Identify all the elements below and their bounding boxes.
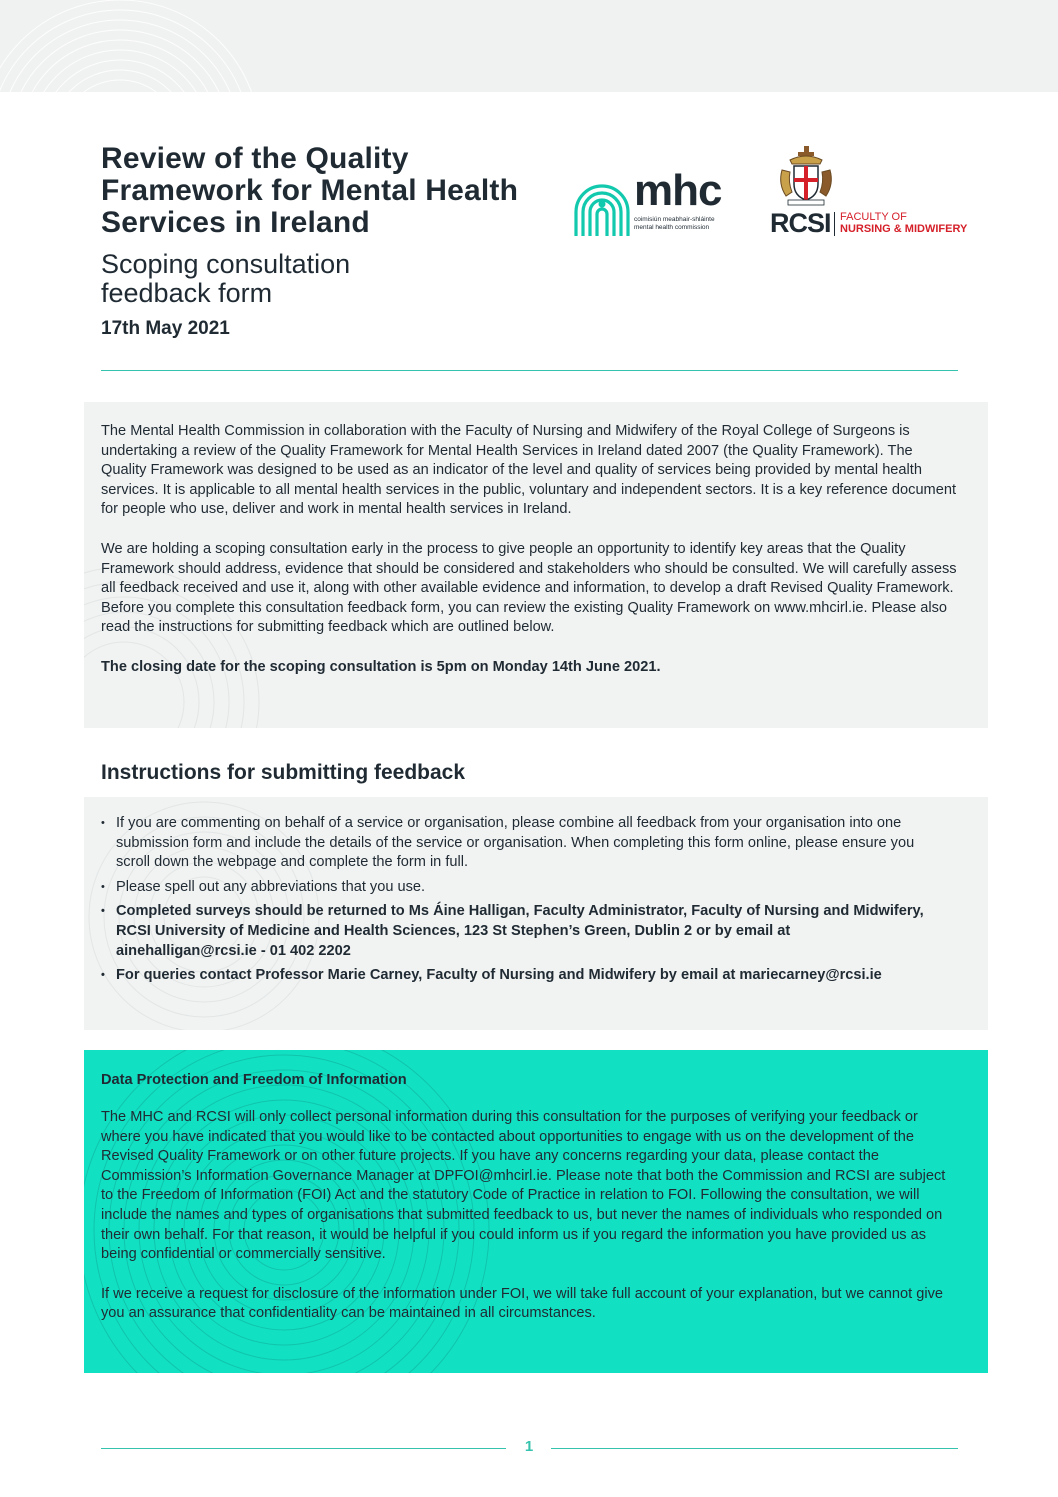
rcsi-divider [834,212,835,236]
data-protection-paragraph: If we receive a request for disclosure of the information under FOI, we will take full account of your explanation, but we cannot give you an assurance that confidentiality can be maintained in all circumstances. [101,1285,944,1322]
rcsi-wordmark: RCSI [770,208,831,238]
header-band [0,0,1058,92]
footer-divider-left [101,1448,506,1449]
closing-date-notice: The closing date for the scoping consultation is 5pm on Monday 14th June 2021. [101,658,661,675]
page-subtitle: Scoping consultation feedback form [101,249,351,308]
page-number: 1 [524,1438,534,1455]
list-item: • If you are commenting on behalf of a service or organisation, please combine all feedback from your organisation into one submission form and include the details of the service or organisation. When completing this form online, please ensure you scroll down the webpage and complete the form in full. [116,814,928,873]
intro-paragraph: The Mental Health Commission in collaboration with the Faculty of Nursing and Midwifery of the Royal College of Surgeons is undertaking a review of the Quality Framework for Mental Health Services in Ireland dated 2007 (the Quality Framework). The Quality Framework was designed to be used as an indicator of the level and quality of services being provided by mental health services. It is applicable to all mental health services in the public, voluntary and independent sectors. It is a key reference document for people who use, deliver and work in mental health services in Ireland. [101,423,957,518]
page-title: Review of the Quality Framework for Mental Health Services in Ireland [101,142,519,239]
rcsi-logo [770,144,990,239]
data-protection-section [84,1050,988,1373]
wave-pattern-decoration [0,0,1058,92]
data-protection-paragraph: The MHC and RCSI will only collect personal information during this consultation for the purposes of verifying your feedback or where you have indicated that you would like to be contacted about opportunities to engage with us on the development of the Revised Quality Framework or on other future projects. If you have any concerns regarding your data, please contact the Commission’s Information Governance Manager at DPFOI@mhcirl.ie. Please note that both the Commission and RCSI are subject to the Freedom of Information (FOI) Act and the statutory Code of Practice in relation to FOI. Following the consultation, we will include the names and types of organisations that submitted feedback to us, but never the names of individuals who responded on their own behalf. For that reason, it would be helpful if you could inform us if you regard the information you have provided us as being confidential or commercially sensitive. [101,1109,946,1263]
mhc-irish-name: coimisiún meabhair-shláinte [634,216,715,223]
list-item: • For queries contact Professor Marie Carney, Faculty of Nursing and Midwifery by email at mariecarney@rcsi.ie [116,966,928,986]
data-protection-heading: Data Protection and Freedom of Information [101,1072,407,1088]
footer-divider-right [551,1448,958,1449]
instructions-list [84,797,988,986]
instructions-section [84,797,988,1030]
document-date: 17th May 2021 [101,318,230,339]
instructions-heading: Instructions for submitting feedback [101,761,466,784]
intro-paragraph: We are holding a scoping consultation early in the process to give people an opportunity to identify key areas that the Quality Framework should address, evidence that should be considered and stakeholders who should be consulted. We will carefully assess all feedback received and use it, along with other available evidence and information, to develop a draft Revised Quality Framework. Before you complete this consultation feedback form, you can review the existing Quality Framework on www.mhcirl.ie. Please also read the instructions for submitting feedback which are outlined below. [101,540,957,636]
rcsi-faculty-line2: NURSING & MIDWIFERY [840,223,968,235]
list-item: • Please spell out any abbreviations that you use. [116,878,928,898]
mhc-arches-icon [572,182,632,238]
rcsi-crest-icon [776,144,836,206]
intro-section [84,402,988,728]
mhc-logo [572,166,742,238]
header-divider [101,370,958,371]
rcsi-faculty-line1: FACULTY OF [840,211,907,223]
list-item: • Completed surveys should be returned to Ms Áine Halligan, Faculty Administrator, Faculty of Nursing and Midwifery, RCSI University of Medicine and Health Sciences, 123 St Stephen’s Green, Dublin 2 or by email at ainehalligan@rcsi.ie - 01 402 2202 [116,902,928,961]
mhc-english-name: mental health commission [634,224,710,231]
mhc-wordmark: mhc [634,166,722,215]
